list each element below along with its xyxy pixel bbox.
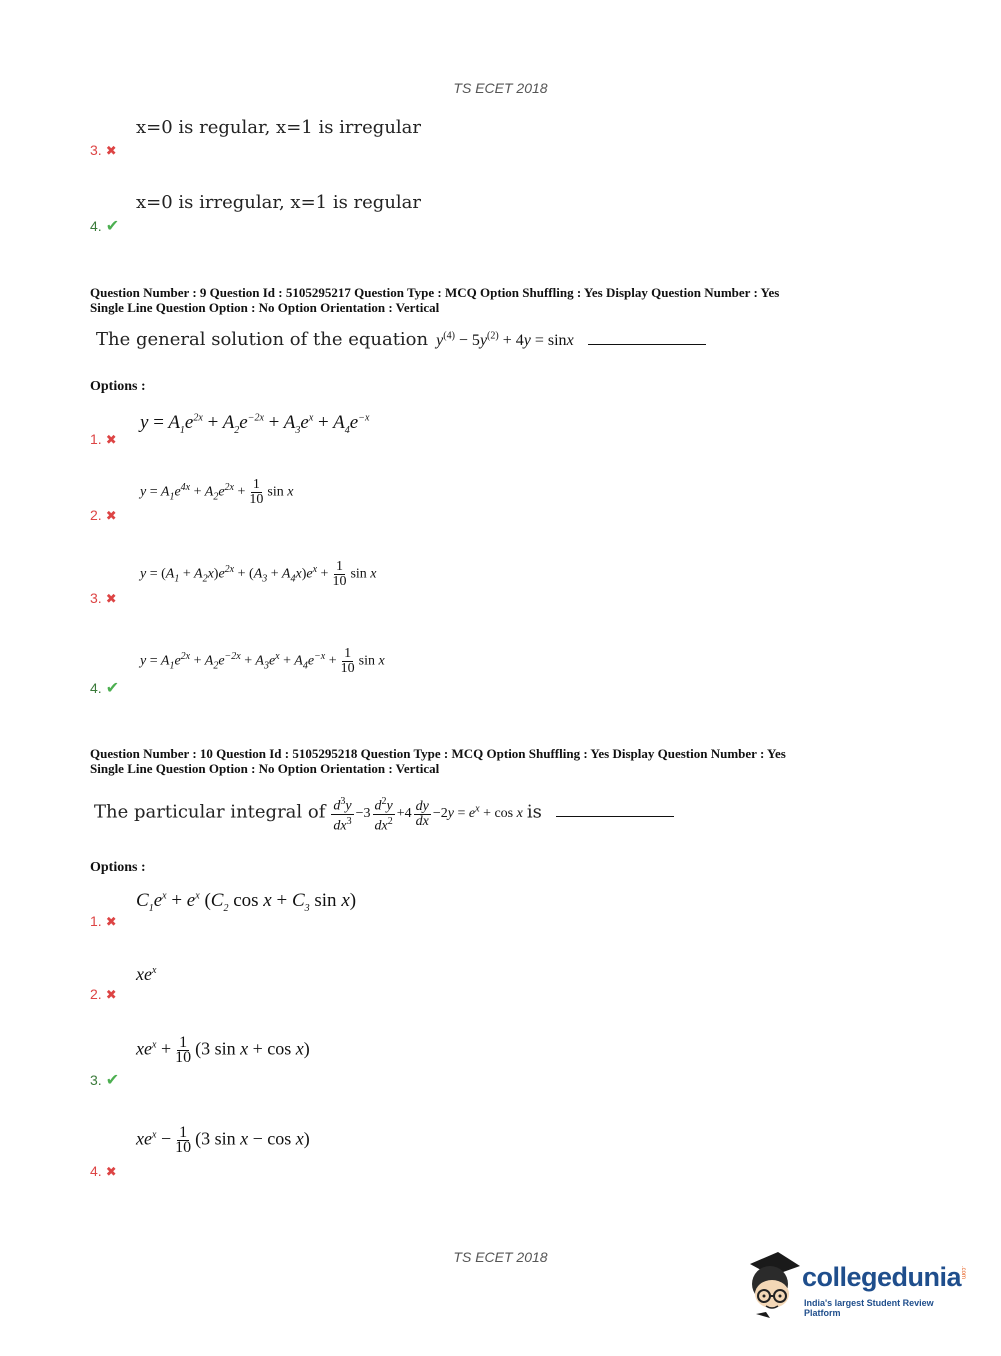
- option-equation: $y = (A_1 + A_2x)e^{2x} + (A_3 + A_4x)e^x$ + $\frac{1}{10}$ sin x: [140, 559, 377, 589]
- option-number: 1. ✖: [90, 913, 117, 929]
- option-number: 3. ✖: [90, 590, 117, 606]
- collegedunia-logo: collegedunia .com India's largest Student Review Platform: [742, 1250, 972, 1320]
- correct-icon: ✔: [105, 218, 120, 235]
- wrong-icon: ✖: [105, 432, 117, 447]
- question-equation: $y^{(4)} - 5y^{(2)} + 4y = \sin x$: [432, 330, 574, 349]
- option-number: 3. ✖: [90, 142, 117, 158]
- mascot-icon: [742, 1250, 802, 1320]
- correct-icon: ✔: [105, 680, 120, 697]
- wrong-icon: ✖: [105, 143, 117, 158]
- wrong-icon: ✖: [105, 987, 117, 1002]
- option-number: 1. ✖: [90, 431, 117, 447]
- option-equation: $xe^x$ − $\frac{1}{10}$ (3 sin x − cos x): [136, 1124, 310, 1156]
- wrong-icon: ✖: [105, 1164, 117, 1179]
- option-number: 2. ✖: [90, 507, 117, 523]
- option-number: 2. ✖: [90, 986, 117, 1002]
- question-meta: Question Number : 9 Question Id : 5105295217 Question Type : MCQ Option Shuffling : Yes Display Question Number : Yes Single Line Question Option : No Option Orientation : Vertical: [90, 285, 780, 315]
- question-equation: $\frac{d^3y}{dx^3}$ −3 $\frac{d^2y}{dx^2}$ +4 $\frac{dy}{dx}$ $-2y = e^x + \cos x$: [333, 796, 523, 834]
- option-number: 4. ✔: [90, 218, 120, 235]
- option-equation: $C_1e^x + e^x$ ($C_2$ $\cos x + C_3$ sin x): [136, 890, 357, 914]
- option-number: 3. ✔: [90, 1072, 120, 1089]
- option-equation: $xe^x$ + $\frac{1}{10}$ (3 sin x + cos x): [136, 1034, 310, 1066]
- option-number: 4. ✔: [90, 680, 120, 697]
- wrong-icon: ✖: [105, 591, 117, 606]
- option-equation: $xe^x$: [136, 964, 157, 984]
- options-label: Options :: [90, 860, 146, 875]
- option-equation: $y = A_1e^{4x} + A_2e^{2x}$ + $\frac{1}{10}$ sin x: [140, 477, 294, 507]
- option-equation: $y = A_1e^{2x} + A_2e^{-2x} + A_3e^x + A_4e^{-x}$ + $\frac{1}{10}$ sin x: [140, 646, 385, 676]
- answer-blank: [556, 816, 674, 817]
- option-number: 4. ✖: [90, 1163, 117, 1179]
- question-text: The particular integral of $\frac{d^3y}{dx^3}$ −3 $\frac{d^2y}{dx^2}$ +4 $\frac{dy}{dx}$ $-2y = e^x + \cos x$ is: [94, 795, 674, 833]
- correct-icon: ✔: [105, 1072, 120, 1089]
- wrong-icon: ✖: [105, 914, 117, 929]
- option-equation: $y = A_1e^{2x} + A_2e^{-2x} + A_3e^x + A_4e^{-x}$: [140, 412, 370, 436]
- question-text: The general solution of the equation $y^{(4)} - 5y^{(2)} + 4y = \sin x$: [96, 329, 706, 350]
- question-meta: Question Number : 10 Question Id : 5105295218 Question Type : MCQ Option Shuffling : Yes Display Question Number : Yes Single Line Question Option : No Option Orientation : Vertical: [90, 746, 786, 776]
- wrong-icon: ✖: [105, 508, 117, 523]
- answer-blank: [588, 344, 706, 345]
- option-text: x=0 is irregular, x=1 is regular: [136, 192, 422, 213]
- option-text: x=0 is regular, x=1 is irregular: [136, 117, 422, 138]
- page-header: TS ECET 2018: [453, 80, 548, 96]
- page-footer: TS ECET 2018: [453, 1249, 548, 1265]
- options-label: Options :: [90, 379, 146, 394]
